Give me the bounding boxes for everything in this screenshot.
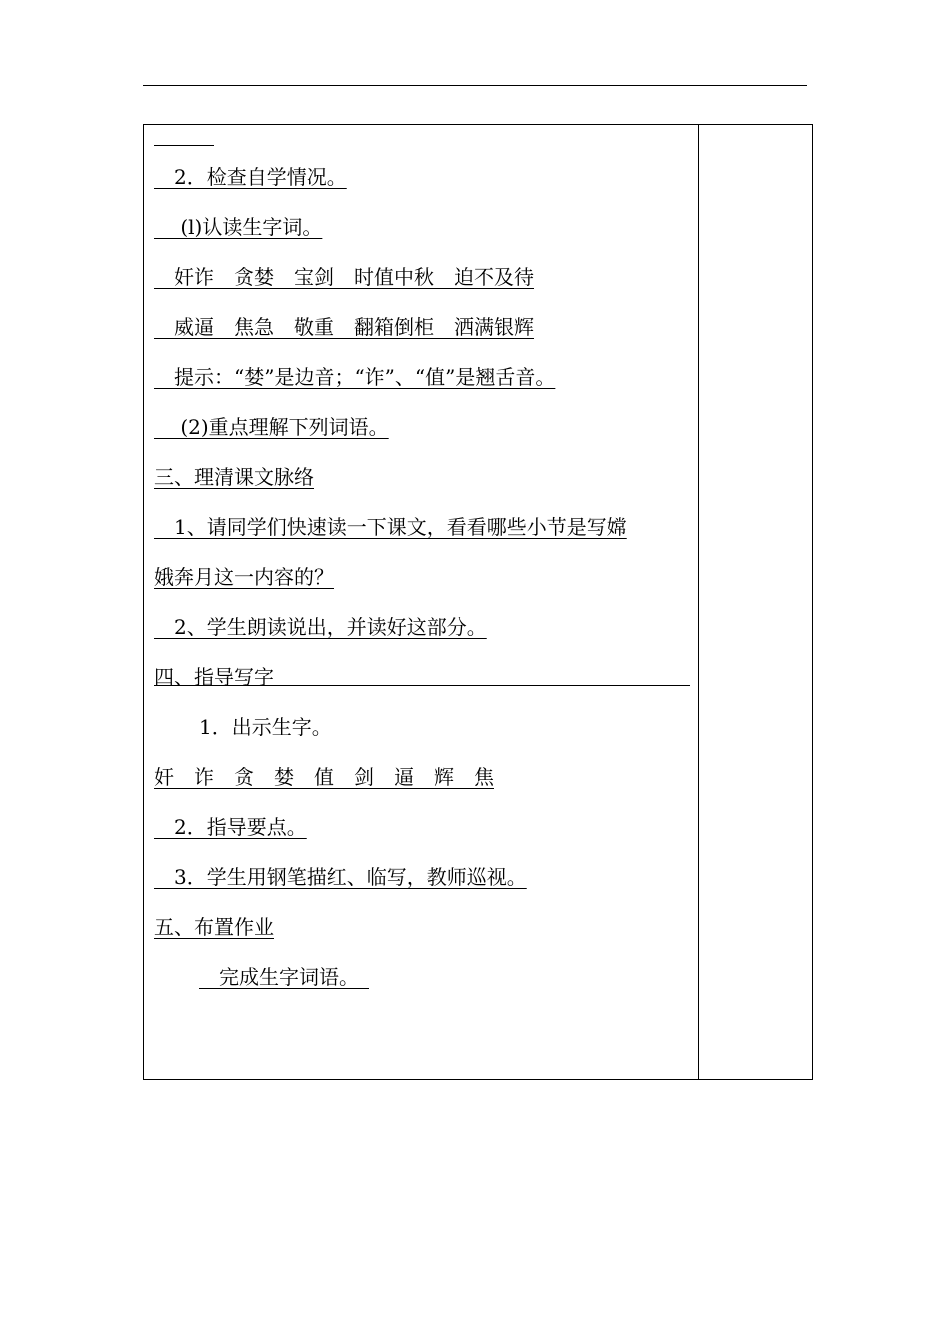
- text-line-quick-read-cont: 娥奔月这一内容的？: [154, 565, 334, 589]
- text-line-key-points: 2．指导要点。: [154, 815, 307, 839]
- header-rule: [143, 85, 807, 86]
- heading-four-underline: [154, 685, 690, 686]
- text-line-show-characters: 1．出示生字。: [199, 715, 332, 739]
- text-line-quick-read: 1、请同学们快速读一下课文，看看哪些小节是写嫦: [154, 515, 627, 539]
- text-line-understand-words: (2)重点理解下列词语。: [154, 415, 389, 439]
- text-line-practice-writing: 3．学生用钢笔描红、临写，教师巡视。: [154, 865, 527, 889]
- text-line-characters: 奸 诈 贪 婪 值 剑 逼 辉 焦: [154, 765, 494, 789]
- column-divider: [698, 125, 699, 1079]
- section-heading-five: 五、布置作业: [154, 915, 274, 939]
- text-line-check-self-study: 2．检查自学情况。: [154, 165, 347, 189]
- section-heading-three: 三、理清课文脉络: [154, 465, 314, 489]
- text-line-pronunciation-tip: 提示：“婪”是边音；“诈”、“值”是翘舌音。: [154, 365, 556, 389]
- lesson-table: [143, 124, 813, 1080]
- section-heading-four: 四、指导写字: [154, 665, 274, 689]
- blank-line: [154, 145, 214, 146]
- text-line-words-2: 威逼 焦急 敬重 翻箱倒柜 洒满银辉: [154, 315, 534, 339]
- text-line-read-aloud: 2、学生朗读说出，并读好这部分。: [154, 615, 487, 639]
- text-line-read-words: (l)认读生字词。: [154, 215, 323, 239]
- text-line-words-1: 奸诈 贪婪 宝剑 时值中秋 迫不及待: [154, 265, 534, 289]
- text-line-homework: 完成生字词语。: [199, 965, 369, 989]
